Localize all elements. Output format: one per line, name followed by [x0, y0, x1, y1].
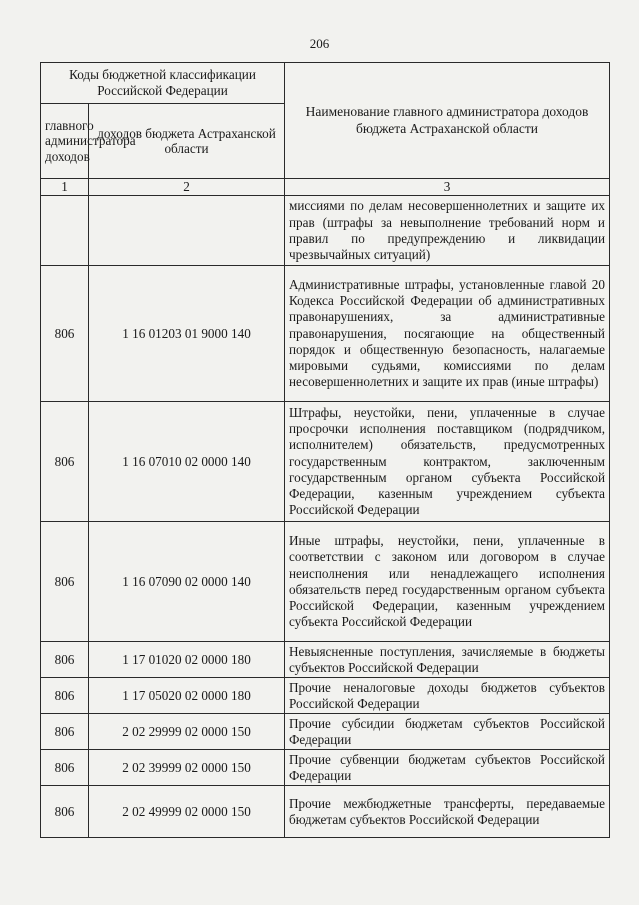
income-code-cell [89, 196, 285, 266]
income-name-cell: Штрафы, неустойки, пени, уплаченные в случае просрочки исполнения поставщиком (подрядчиком, исполнителем) обязательств, предусмотренных государственным контрактом, заключенным государственным органом субъекта Российской Федерации, казенным учреждением субъекта Российской Федерации [285, 402, 610, 522]
income-name-cell: Прочие субвенции бюджетам субъектов Российской Федерации [285, 750, 610, 786]
admin-code-cell: 806 [41, 642, 89, 678]
budget-classification-table [40, 62, 610, 838]
table-row [41, 402, 610, 522]
column-number: 1 [41, 179, 89, 196]
income-name-cell: Иные штрафы, неустойки, пени, уплаченные в соответствии с законом или договором в случае неисполнения или ненадлежащего исполнения обязательств перед государственным органом субъекта Российской Федерации, казенным учреждением субъекта Российской Федерации [285, 522, 610, 642]
name-header: Наименование главного администратора доходов бюджета Астраханской области [285, 63, 610, 179]
admin-code-cell [41, 196, 89, 266]
table-row [41, 196, 610, 266]
income-code-cell: 1 16 01203 01 9000 140 [89, 266, 285, 402]
page-number: 206 [309, 36, 330, 51]
admin-code-cell: 806 [41, 714, 89, 750]
admin-code-cell: 806 [41, 402, 89, 522]
income-name-cell: Прочие субсидии бюджетам субъектов Российской Федерации [285, 714, 610, 750]
income-code-cell: 1 17 01020 02 0000 180 [89, 642, 285, 678]
income-code-cell: 1 17 05020 02 0000 180 [89, 678, 285, 714]
income-code-cell: 2 02 39999 02 0000 150 [89, 750, 285, 786]
table-row [41, 266, 610, 402]
income-name-cell: миссиями по делам несовершеннолетних и защите их прав (штрафы за невыполнение требований норм и правил по предупреждению и ликвидации чрезвычайных ситуаций) [285, 196, 610, 266]
income-name-cell: Прочие неналоговые доходы бюджетов субъектов Российской Федерации [285, 678, 610, 714]
income-code-cell: 1 16 07010 02 0000 140 [89, 402, 285, 522]
income-name-cell: Административные штрафы, установленные главой 20 Кодекса Российской Федерации об административных правонарушениях, за административные правонарушения, посягающие на общественный порядок и общественную безопасность, налагаемые мировыми судьями, комиссиями по делам несовершеннолетних и защите их прав (иные штрафы) [285, 266, 610, 402]
income-name-cell: Невыясненные поступления, зачисляемые в бюджеты субъектов Российской Федерации [285, 642, 610, 678]
income-code-cell: 1 16 07090 02 0000 140 [89, 522, 285, 642]
income-code-cell: 2 02 49999 02 0000 150 [89, 786, 285, 838]
table-row [41, 786, 610, 838]
column-number: 2 [89, 179, 285, 196]
admin-code-cell: 806 [41, 750, 89, 786]
table-row [41, 522, 610, 642]
admin-code-cell: 806 [41, 266, 89, 402]
table-row [41, 678, 610, 714]
income-code-cell: 2 02 29999 02 0000 150 [89, 714, 285, 750]
income-name-cell: Прочие межбюджетные трансферты, передаваемые бюджетам субъектов Российской Федерации [285, 786, 610, 838]
table-row [41, 642, 610, 678]
admin-code-cell: 806 [41, 786, 89, 838]
codes-header: Коды бюджетной классификации Российской Федерации [41, 63, 285, 104]
table-row [41, 714, 610, 750]
column-number: 3 [285, 179, 610, 196]
admin-code-cell: 806 [41, 678, 89, 714]
table-row [41, 750, 610, 786]
admin-code-cell: 806 [41, 522, 89, 642]
income-code-header: доходов бюджета Астраханской области [89, 104, 285, 179]
admin-code-header: главного администратора доходов [41, 104, 89, 179]
